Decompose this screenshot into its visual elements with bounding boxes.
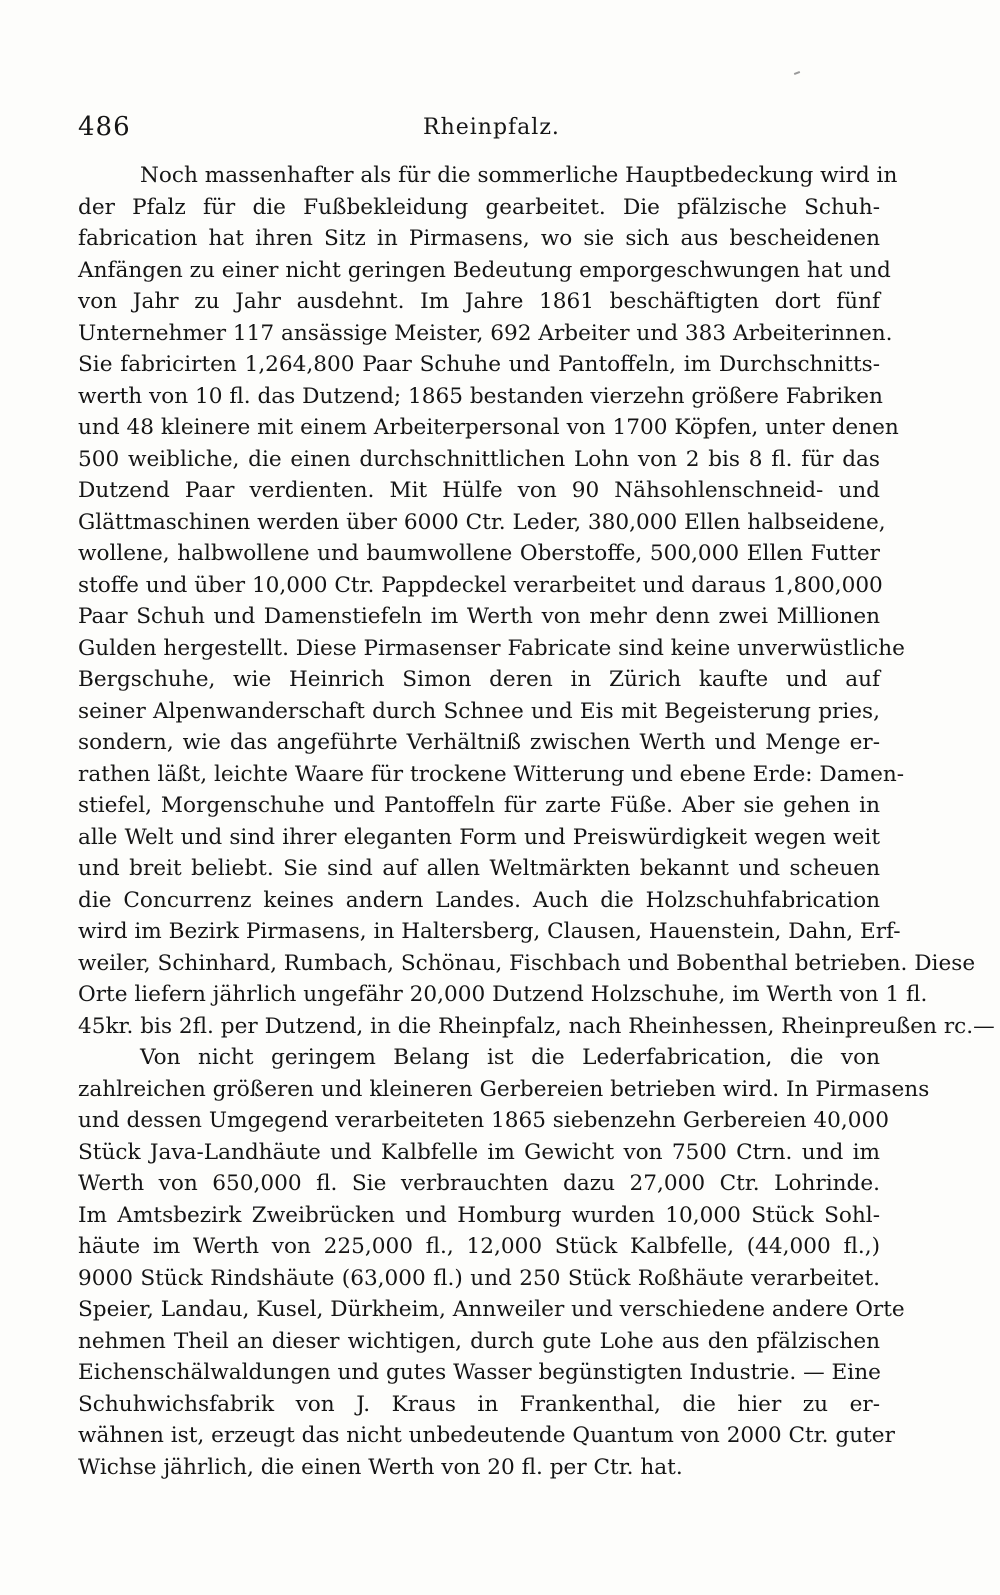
text-line: rathen läßt, leichte Waare für trockene Witterung und ebene Erde: Damen- [78,761,905,787]
text-line: Glättmaschinen werden über 6000 Ctr. Leder, 380,000 Ellen halbseidene, [78,509,886,535]
text-line: weiler, Schinhard, Rumbach, Schönau, Fischbach und Bobenthal betrieben. Diese [78,950,976,976]
text-line: Gulden hergestellt. Diese Pirmasenser Fabricate sind keine unverwüstliche [78,635,905,661]
print-speck [794,71,800,75]
text-line: Orte liefern jährlich ungefähr 20,000 Dutzend Holzschuhe, im Werth von 1 fl. [78,982,928,1007]
text-line: alle Welt und sind ihrer eleganten Form und Preiswürdigkeit wegen weit [78,824,880,850]
text-line: die Concurrenz keines andern Landes. Auch die Holzschuhfabrication [78,887,880,913]
text-line: wähnen ist, erzeugt das nicht unbedeutende Quantum von 2000 Ctr. guter [78,1423,895,1448]
running-title: Rheinpfalz. [423,115,560,140]
text-line: 45kr. bis 2fl. per Dutzend, in die Rheinpfalz, nach Rheinhessen, Rheinpreußen rc.— [78,1013,995,1039]
text-line: Stück Java-Landhäute und Kalbfelle im Gewicht von 7500 Ctrn. und im [78,1139,880,1165]
page-number: 486 [78,112,131,142]
text-line: von Jahr zu Jahr ausdehnt. Im Jahre 1861 beschäftigten dort fünf [78,289,880,314]
text-line: Im Amtsbezirk Zweibrücken und Homburg wurden 10,000 Stück Sohl- [78,1202,880,1228]
text-line: und 48 kleinere mit einem Arbeiterpersonal von 1700 Köpfen, unter denen [78,415,899,440]
text-line: sondern, wie das angeführte Verhältniß zwischen Werth und Menge er- [78,730,880,755]
text-line: stiefel, Morgenschuhe und Pantoffeln für zarte Füße. Aber sie gehen in [78,793,880,818]
text-line: Sie fabricirten 1,264,800 Paar Schuhe und Pantoffeln, im Durchschnitts- [78,352,880,377]
text-line: Anfängen zu einer nicht geringen Bedeutung emporgeschwungen hat und [78,257,891,283]
text-line: Von nicht geringem Belang ist die Lederfabrication, die von [140,1045,880,1070]
text-line: häute im Werth von 225,000 fl., 12,000 Stück Kalbfelle, (44,000 fl.,) [78,1234,880,1259]
text-line: und dessen Umgegend verarbeiteten 1865 siebenzehn Gerbereien 40,000 [78,1108,889,1133]
text-line: 9000 Stück Rindshäute (63,000 fl.) und 250 Stück Roßhäute verarbeitet. [78,1265,880,1291]
text-line: Speier, Landau, Kusel, Dürkheim, Annweiler und verschiedene andere Orte [78,1297,905,1322]
text-line: Noch massenhafter als für die sommerliche Hauptbedeckung wird in [140,163,898,188]
text-line: seiner Alpenwanderschaft durch Schnee und Eis mit Begeisterung pries, [78,698,880,724]
text-line: und breit beliebt. Sie sind auf allen Weltmärkten bekannt und scheuen [78,856,880,881]
text-line: Wichse jährlich, die einen Werth von 20 fl. per Ctr. hat. [78,1454,683,1480]
text-line: wird im Bezirk Pirmasens, in Haltersberg, Clausen, Hauenstein, Dahn, Erf- [78,919,901,944]
text-line: Dutzend Paar verdienten. Mit Hülfe von 90 Nähsohlenschneid- und [78,478,880,503]
text-line: wollene, halbwollene und baumwollene Oberstoffe, 500,000 Ellen Futter [78,541,880,566]
text-line: Unternehmer 117 ansässige Meister, 692 Arbeiter und 383 Arbeiterinnen. [78,320,893,346]
text-line: nehmen Theil an dieser wichtigen, durch gute Lohe aus den pfälzischen [78,1328,880,1354]
text-line: der Pfalz für die Fußbekleidung gearbeitet. Die pfälzische Schuh- [78,194,880,220]
text-line: Werth von 650,000 fl. Sie verbrauchten dazu 27,000 Ctr. Lohrinde. [78,1171,880,1196]
text-line: Eichenschälwaldungen und gutes Wasser begünstigten Industrie. — Eine [78,1360,881,1385]
text-line: Schuhwichsfabrik von J. Kraus in Frankenthal, die hier zu er- [78,1391,880,1417]
running-head [78,112,878,152]
text-line: 500 weibliche, die einen durchschnittlichen Lohn von 2 bis 8 fl. für das [78,446,880,472]
text-line: fabrication hat ihren Sitz in Pirmasens, wo sie sich aus bescheidenen [78,226,880,251]
text-line: Bergschuhe, wie Heinrich Simon deren in Zürich kaufte und auf [78,667,880,692]
text-line: Paar Schuh und Damenstiefeln im Werth von mehr denn zwei Millionen [78,604,880,629]
text-line: stoffe und über 10,000 Ctr. Pappdeckel verarbeitet und daraus 1,800,000 [78,572,883,598]
text-line: zahlreichen größeren und kleineren Gerbereien betrieben wird. In Pirmasens [78,1076,930,1102]
body-text [78,160,995,1483]
text-line: werth von 10 fl. das Dutzend; 1865 bestanden vierzehn größere Fabriken [78,383,883,409]
